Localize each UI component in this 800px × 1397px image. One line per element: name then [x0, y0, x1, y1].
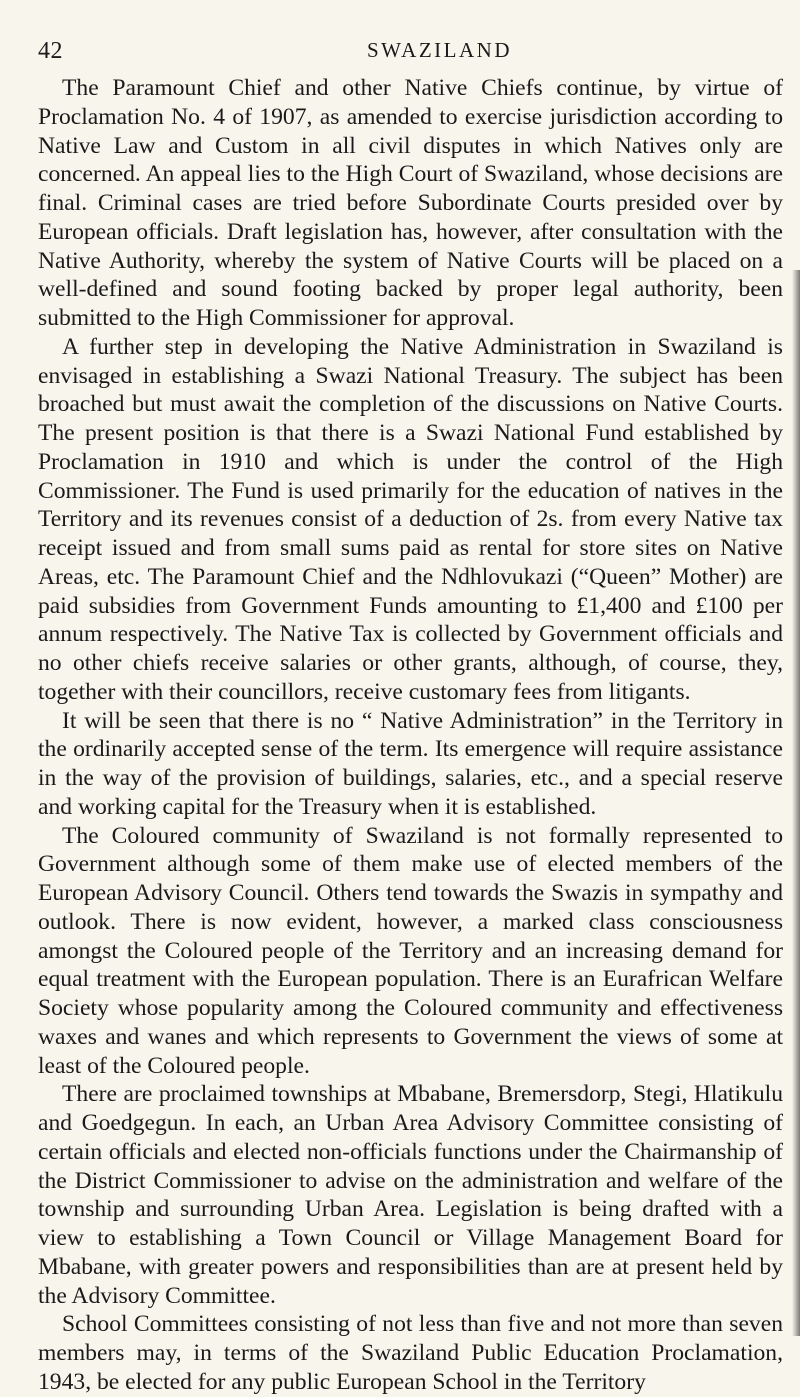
- body-text: [38, 74, 783, 1397]
- paragraph-townships: There are proclaimed townships at Mbabane, Bremersdorp, Stegi, Hlatikulu and Goedgegun. In each, an Urban Area Advisory Committee consisting of certain officials and elected non-officials functions under the Chairmanship of the District Commissioner to advise on the administration and welfare of the township and surrounding Urban Area. Legislation is being drafted with a view to establishing a Town Council or Village Management Board for Mbabane, with greater powers and responsibilities than are at present held by the Advisory Committee.: [38, 1081, 783, 1309]
- page-number: 42: [38, 38, 63, 64]
- paragraph-national-treasury: A further step in developing the Native Administration in Swaziland is envisaged in establishing a Swazi National Treasury. The subject has been broached but must await the completion of the discussions on Native Courts. The present position is that there is a Swazi National Fund established by Proclamation in 1910 and which is under the control of the High Commissioner. The Fund is used primarily for the education of natives in the Territory and its revenues consist of a deduction of 2s. from every Native tax receipt issued and from small sums paid as rental for store sites on Native Areas, etc. The Paramount Chief and the Ndhlovukazi (“Queen” Mother) are paid subsidies from Government Funds amounting to £1,400 and £100 per annum respectively. The Native Tax is collected by Government officials and no other chiefs receive salaries or other grants, although, of course, they, together with their councillors, receive customary fees from litigants.: [38, 333, 783, 705]
- page-edge-shadow: [792, 270, 800, 1336]
- paragraph-school-committees: School Committees consisting of not less than five and not more than seven members may, in terms of the Swaziland Public Education Proclamation, 1943, be elected for any public European School in the Territory: [38, 1311, 783, 1395]
- paragraph-coloured-community: The Coloured community of Swaziland is not formally represented to Government although some of them make use of elected members of the European Advisory Council. Others tend towards the Swazis in sympathy and outlook. There is now evident, however, a marked class consciousness amongst the Coloured people of the Territory and an increasing demand for equal treatment with the European population. There is an Eurafrican Welfare Society whose popularity among the Coloured community and effectiveness waxes and wanes and which represents to Government the views of some at least of the Coloured people.: [38, 822, 783, 1079]
- page-header: [38, 38, 778, 70]
- paragraph-native-courts: The Paramount Chief and other Native Chiefs continue, by virtue of Proclamation No. 4 of 1907, as amended to exercise jurisdiction according to Native Law and Custom in all civil disputes in which Natives only are concerned. An appeal lies to the High Court of Swaziland, whose decisions are final. Criminal cases are tried before Subordinate Courts presided over by European officials. Draft legislation has, however, after consultation with the Native Authority, whereby the system of Native Courts will be placed on a well-defined and sound footing backed by proper legal authority, been submitted to the High Commissioner for approval.: [38, 75, 783, 331]
- running-head: SWAZILAND: [367, 38, 512, 62]
- paragraph-native-administration: It will be seen that there is no “ Native Administration” in the Territory in the ordinarily accepted sense of the term. Its emergence will require assistance in the way of the provision of buildings, salaries, etc., and a special reserve and working capital for the Treasury when it is established.: [38, 707, 783, 820]
